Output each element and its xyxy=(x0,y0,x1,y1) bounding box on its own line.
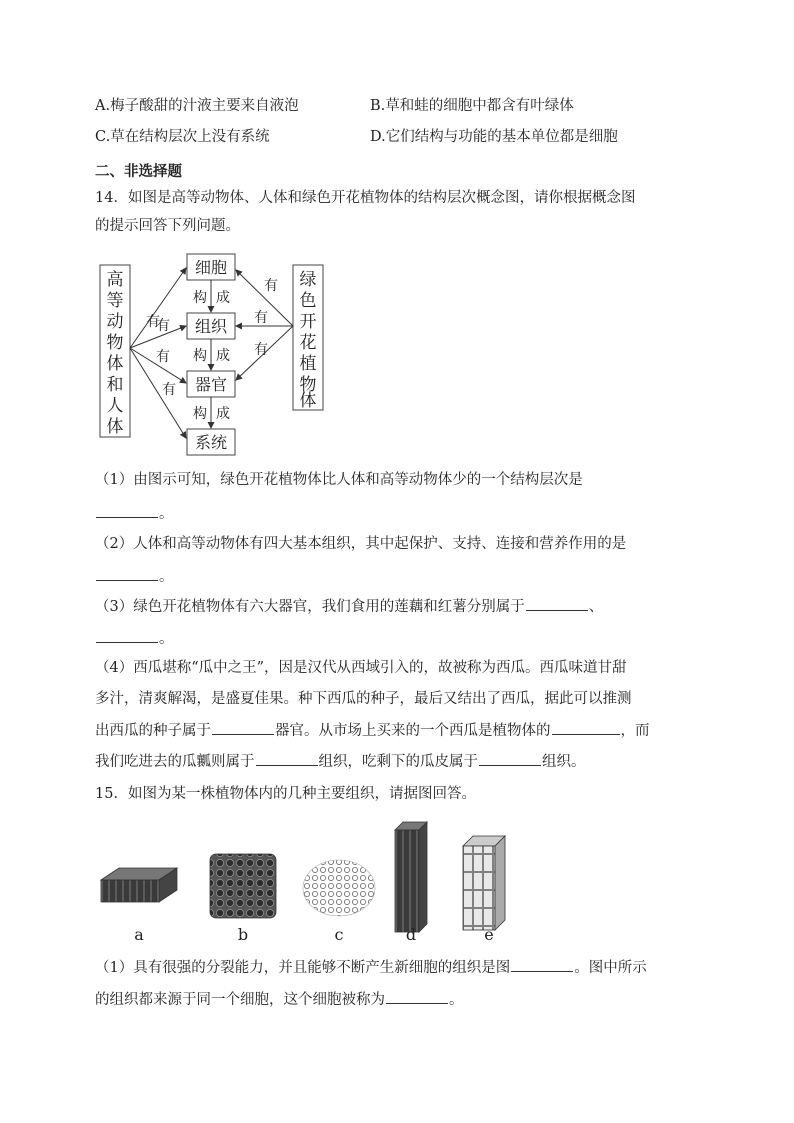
left-char: 高 xyxy=(106,270,124,290)
compose-3a: 构 xyxy=(193,406,207,422)
answer-blank[interactable] xyxy=(386,989,448,1004)
answer-blank[interactable] xyxy=(96,503,158,518)
level-organ: 器官 xyxy=(194,375,228,394)
has-left-4: 有 xyxy=(162,382,176,398)
right-char: 绿 xyxy=(299,270,317,290)
section-title: 二、非选择题 xyxy=(95,163,182,180)
tissue-b xyxy=(210,854,276,918)
answer-blank[interactable] xyxy=(96,566,158,581)
q14-p3-line2: 。 xyxy=(95,628,174,649)
q14-p1-line1: （1）由图示可知，绿色开花植物体比人体和高等动物体少的一个结构层次是 xyxy=(95,472,583,488)
label-b: b xyxy=(237,925,249,944)
q15-stem: 15．如图为某一株植物体内的几种主要组织，请据图回答。 xyxy=(95,786,476,802)
has-right-2: 有 xyxy=(254,310,268,326)
option-d: D.它们结构与功能的基本单位都是细胞 xyxy=(370,129,618,145)
structure-level-diagram xyxy=(95,248,335,458)
q14-p4-line2: 多汁，清爽解渴，是盛夏佳果。种下西瓜的种子，最后又结出了西瓜，据此可以推测 xyxy=(95,691,632,707)
option-b: B.草和蛙的细胞中都含有叶绿体 xyxy=(370,98,574,114)
right-char: 色 xyxy=(299,291,317,311)
q14-stem-line2: 的提示回答下列问题。 xyxy=(95,218,240,234)
has-left-1: 有 xyxy=(146,314,160,330)
answer-blank[interactable] xyxy=(96,628,158,643)
q14-p4-line1: （4）西瓜堪称“瓜中之王”，因是汉代从西域引入的，故被称为西瓜。西瓜味道甘甜 xyxy=(95,660,627,676)
left-char: 动 xyxy=(106,312,124,332)
option-a: A.梅子酸甜的汁液主要来自液泡 xyxy=(95,98,299,114)
right-char: 开 xyxy=(299,312,317,332)
q14-p4-line3: 出西瓜的种子属于 器官。从市场上买来的一个西瓜是植物体的 ，而 xyxy=(95,720,650,741)
answer-blank[interactable] xyxy=(212,720,274,735)
q14-p4-line4: 我们吃进去的瓜瓤则属于 组织，吃剩下的瓜皮属于 组织。 xyxy=(95,751,586,772)
left-char: 物 xyxy=(106,333,124,353)
right-box-text xyxy=(300,270,317,411)
q15-p1-line1: （1）具有很强的分裂能力，并且能够不断产生新细胞的组织是图 。图中所示 xyxy=(95,957,647,978)
plant-tissue-figure xyxy=(95,818,525,946)
answer-blank[interactable] xyxy=(479,751,541,766)
has-right-1: 有 xyxy=(264,278,278,294)
answer-blank[interactable] xyxy=(511,957,573,972)
q14-p2-line2: 。 xyxy=(95,566,174,587)
option-c: C.草在结构层次上没有系统 xyxy=(95,129,270,145)
right-char: 植 xyxy=(299,354,317,374)
has-left-2: 有 xyxy=(156,318,170,334)
has-right-3: 有 xyxy=(254,342,268,358)
left-char: 人 xyxy=(106,396,124,416)
right-char: 体 xyxy=(299,391,317,411)
left-box-text xyxy=(107,270,124,437)
label-c: c xyxy=(334,925,344,944)
has-left-3: 有 xyxy=(156,349,170,365)
label-e: e xyxy=(484,925,494,944)
compose-1b: 成 xyxy=(216,290,230,306)
tissue-d xyxy=(395,822,427,932)
answer-blank[interactable] xyxy=(256,751,318,766)
answer-blank[interactable] xyxy=(526,596,588,611)
level-cell: 细胞 xyxy=(194,258,228,277)
label-d: d xyxy=(405,925,417,944)
answer-blank[interactable] xyxy=(552,720,620,735)
q14-p3-line1: （3）绿色开花植物体有六大器官，我们食用的莲藕和红薯分别属于 、 xyxy=(95,596,603,617)
label-a: a xyxy=(134,925,144,944)
left-char: 和 xyxy=(106,375,124,395)
level-system: 系统 xyxy=(194,433,228,452)
q14-p1-line2: 。 xyxy=(95,503,174,524)
compose-1a: 构 xyxy=(193,290,207,306)
level-tissue: 组织 xyxy=(194,317,228,336)
tissue-e xyxy=(463,836,505,930)
left-char: 体 xyxy=(106,354,124,374)
left-char: 等 xyxy=(106,291,124,311)
tissue-a xyxy=(101,868,177,902)
q14-stem-line1: 14．如图是高等动物体、人体和绿色开花植物体的结构层次概念图，请你根据概念图 xyxy=(95,190,636,206)
compose-2a: 构 xyxy=(193,348,207,364)
q15-p1-line2: 的组织都来源于同一个细胞，这个细胞被称为 。 xyxy=(95,989,464,1010)
right-char: 物 xyxy=(299,375,317,395)
tissue-c xyxy=(303,860,375,916)
q14-p2-line1: （2）人体和高等动物体有四大基本组织，其中起保护、支持、连接和营养作用的是 xyxy=(95,536,627,552)
left-char: 体 xyxy=(106,417,124,437)
right-char: 花 xyxy=(299,333,317,353)
compose-2b: 成 xyxy=(216,348,230,364)
compose-3b: 成 xyxy=(216,406,230,422)
